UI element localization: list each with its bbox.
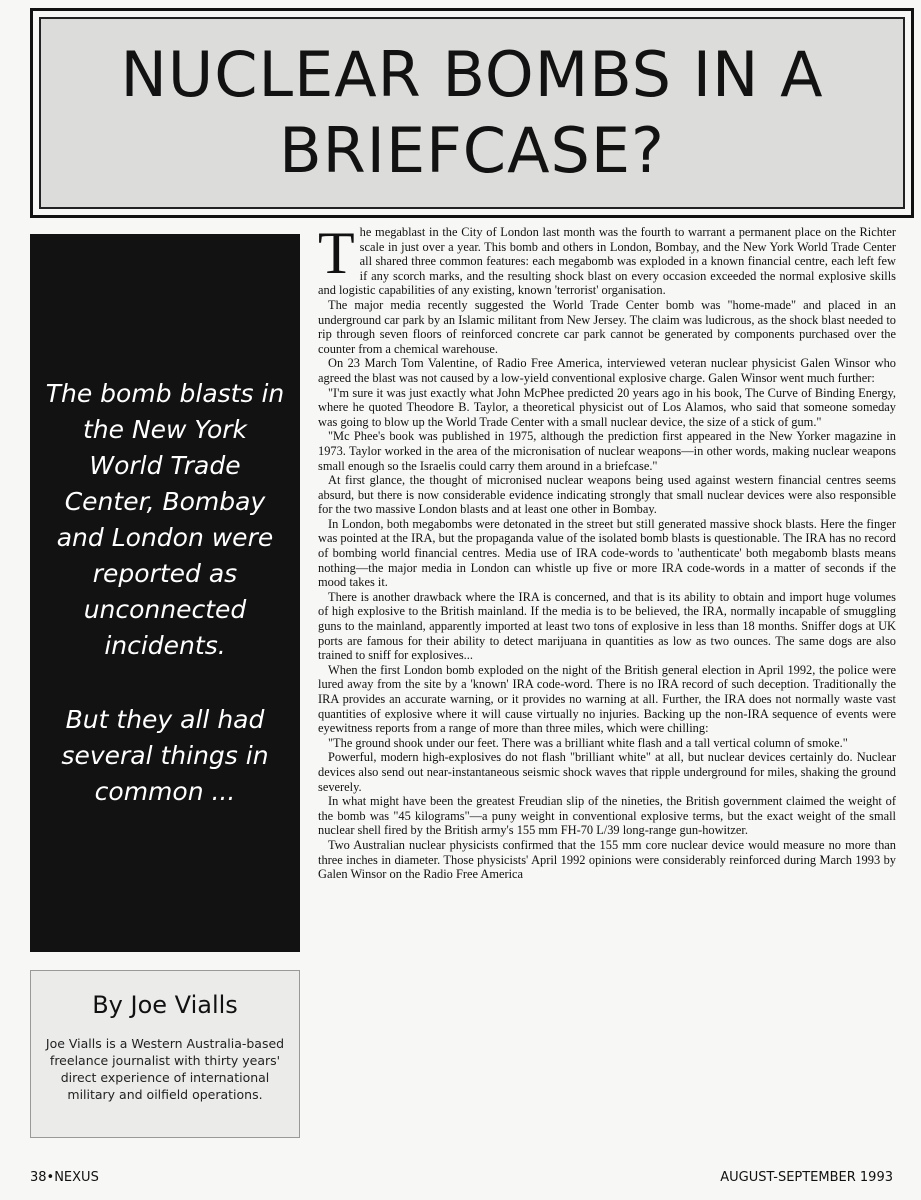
article-paragraph: When the first London bomb exploded on the night of the British general election in April 1992, the police were lured away from the site by a 'known' IRA code-word. There is no IRA record of such deception. Traditionally the IRA provides an accurate warning, or it provides no warning at all. Further, the IRA does not normally waste vast quantities of explosive where it will cause virtually no injuries. Backing up the non-IRA sequence of events were eyewitness reports from a range of more than three miles, which were chilling:: [318, 662, 896, 736]
page-folio: 38•NEXUS: [30, 1170, 99, 1185]
author-bio: Joe Vialls is a Western Australia-based freelance journalist with thirty years' direct experience of international military and oilfield operations.: [45, 1036, 285, 1102]
drop-cap: T: [318, 225, 355, 286]
article-paragraph: Two Australian nuclear physicists confirmed that the 155 mm core nuclear device would measure no more than three inches in diameter. Those physicists' April 1992 opinions were considerably reinforced during March 1993 by Galen Winsor on the Radio Free America: [318, 837, 896, 882]
title-frame: [30, 8, 914, 218]
headline-line-2: BRIEFCASE?: [279, 114, 665, 187]
article-quote: "I'm sure it was just exactly what John McPhee predicted 20 years ago in his book, The Curve of Binding Energy, where he quoted Theodore B. Taylor, a theoretical physicist out of Los Alamos, who said that someone someday was going to blow up the World Trade Center with a small nuclear device, the size of a stick of gum.": [318, 385, 896, 429]
byline: By Joe Vialls: [92, 991, 238, 1019]
author-box: [30, 970, 300, 1138]
article-body: [318, 225, 896, 1160]
article-paragraph: On 23 March Tom Valentine, of Radio Free America, interviewed veteran nuclear physicist Galen Winsor who agreed the blast was not caused by a low-yield conventional explosive charge. Galen Winsor went much further:: [318, 356, 896, 385]
article-paragraph: Powerful, modern high-explosives do not flash "brilliant white" at all, but nuclear devices certainly do. Nuclear devices also send out near-instantaneous seismic shock waves that ripple underground for miles, shaking the ground severely.: [318, 750, 896, 794]
pull-quote-box: [30, 234, 300, 952]
article-paragraph: In what might have been the greatest Freudian slip of the nineties, the British government claimed the weight of the bomb was "45 kilograms"—a puny weight in conventional explosive terms, but the exact weight of the small nuclear shell fired by the British army's 155 mm FH-70 L/39 long-range gun-howitzer.: [318, 794, 896, 838]
article-paragraph: At first glance, the thought of micronised nuclear weapons being used against western financial centres seems absurd, but there is now considerable evidence indicating strongly that small nuclear devices were also responsible for the two massive London blasts and at least one other in Bombay.: [318, 473, 896, 517]
article-paragraph: There is another drawback where the IRA is concerned, and that is its ability to obtain and import huge volumes of high explosive to the British mainland. If the media is to be believed, the IRA, normally incapable of smuggling guns to the mainland, apparently imported at least two tons of explosive in less than 18 months. Sniffer dogs at UK ports are famous for their ability to detect marijuana in quantities as low as two ounces. The same dogs are also trained to sniff for explosives...: [318, 589, 896, 663]
issue-date: AUGUST-SEPTEMBER 1993: [720, 1170, 893, 1185]
pull-quote-part-1: The bomb blasts in the New York World Trade Center, Bombay and London were reported as unconnected incidents.: [45, 379, 285, 660]
article-paragraph: The major media recently suggested the World Trade Center bomb was "home-made" and placed in an underground car park by an Islamic militant from New Jersey. The claim was ludicrous, as the shock blast needed to rip through seven floors of reinforced concrete car park cannot be generated by components purchased over the counter from a chemical warehouse.: [318, 297, 896, 356]
article-paragraph: In London, both megabombs were detonated in the street but still generated massive shock blasts. Here the finger was pointed at the IRA, but the propaganda value of the isolated bomb blasts is questionable. The IRA has no record of bombing world financial centres. Media use of IRA code-words to 'authenticate' both megabomb blasts means nothing—the major media in London can whistle up five or more IRA code-words in a matter of seconds if the mood takes it.: [318, 516, 896, 590]
article-quote: "Mc Phee's book was published in 1975, although the prediction first appeared in the New Yorker magazine in 1973. Taylor worked in the area of the micronisation of nuclear weapons—in other words, making nuclear weapons small enough so the Israelis could carry them around in a briefcase.": [318, 429, 896, 473]
article-quote: "The ground shook under our feet. There was a brilliant white flash and a tall vertical column of smoke.": [328, 735, 848, 750]
title-panel: [39, 17, 905, 209]
article-paragraph: The megablast in the City of London last month was the fourth to warrant a permanent place on the Richter scale in just over a year. This bomb and others in London, Bombay, and the New York World Trade Center all shared three common features: each megabomb was exploded in a known financial centre, each left few if any scorch marks, and the resulting shock blast on every occasion exceeded the normal explosive skills and logistic capabilities of any existing, known 'terrorist' organisation.: [318, 225, 896, 298]
pull-quote-part-2: But they all had several things in common ...: [61, 705, 269, 806]
headline-line-1: NUCLEAR BOMBS IN A: [120, 38, 824, 111]
